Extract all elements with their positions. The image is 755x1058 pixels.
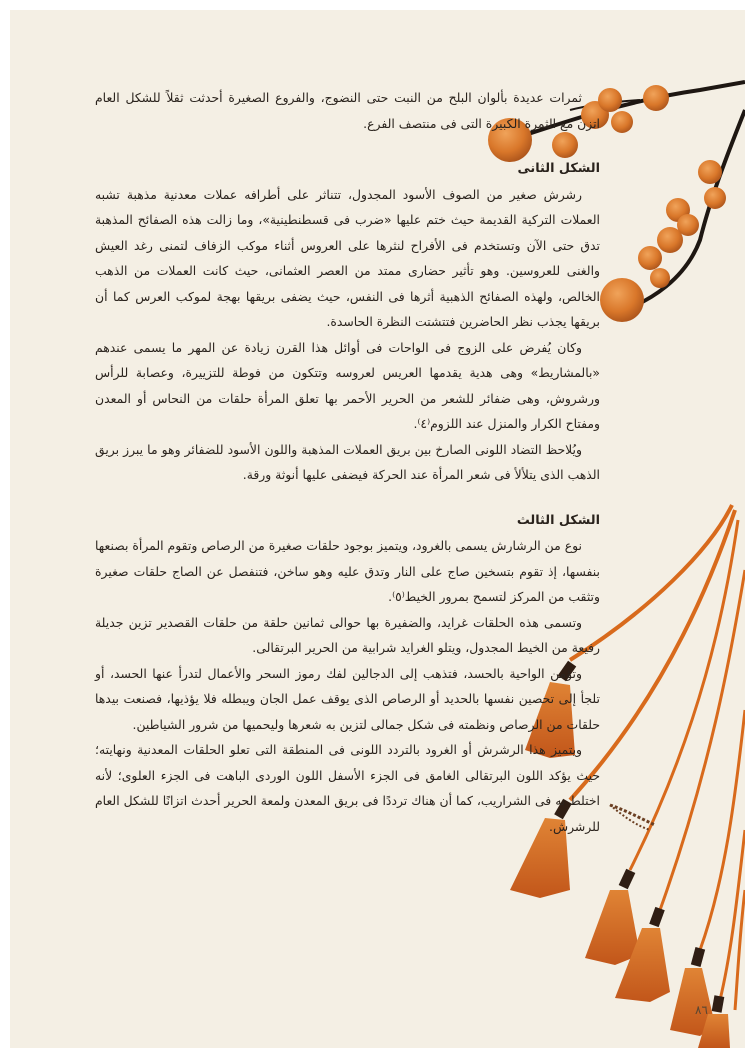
section-heading-shape-3: الشكل الثالث (516, 512, 600, 528)
page-number: ٨٦ (695, 1003, 708, 1017)
section-2-paragraph-2: وكان يُفرض على الزوج فى الواحات فى أوائل هذا القرن زيادة عن المهر ما يسمى عندهم «بالمشاريط» وهى هدية يقدمها العريس لعروسه وتتكون من فوطة للتزييرة، وعصابة للرأس ورشروش، وهى ضفائر للشعر من الحرير الأحمر بها تعلق المرأة حلقات من النحاس أو المعدن ومفتاح الكرار والمنزل عند اللزوم⁽٤⁾. (95, 339, 600, 431)
section-3-paragraph-1: نوع من الرشارش يسمى بالغرود، ويتميز بوجود حلقات صغيرة من الرصاص وتقوم المرأة بصنعها بنفسها، إذ تقوم بتسخين صاج على النار وتدق عليه وهو ساخن، فتنفصل عن الصاج حلقات صغيرة وتثقب من المركز لتسمح بمرور الخيط⁽٥⁾. (95, 538, 600, 604)
book-page (10, 10, 745, 1048)
section-3-paragraph-2: وتسمى هذه الحلقات غرايد، والضفيرة بها حوالى ثمانين حلقة من حلقات القصدير تزين جديلة رفيعة من الخيط المجدول، ويتلو الغرايد شرابية من الحرير البرتقالى. (95, 614, 600, 655)
section-2-paragraph-3: ويُلاحظ التضاد اللونى الصارخ بين بريق العملات المذهبة واللون الأسود للضفائر وهو ما يبرز بريق الذهب الذى يتلألأ فى شعر المرأة عند الحركة فيضفى عليها أنوثة ورقة. (95, 441, 600, 482)
intro-paragraph: ثمرات عديدة بألوان البلح من النبت حتى النضوج، والفروع الصغيرة أحدثت ثقلاً للشكل العام اتزن مع الثمرة الكبيرة التى فى منتصف الفرع. (95, 90, 600, 131)
section-heading-shape-2: الشكل الثانى (517, 161, 600, 176)
section-3-paragraph-3: وتؤمن الواحية بالحسد، فتذهب إلى الدجالين لفك رموز السحر والأعمال لتدرأ عنها الحسد، أو تلجأ إلى تحصين نفسها بالحديد أو الرصاص الذى يوقف عمل الجان ويبطله فلا يؤذيها، فصنعت بيدها حلقات من الرصاص ونظمته فى شكل جمالى لتزين به شعرها وليحميها من شرور الشياطين. (95, 665, 600, 732)
section-2-paragraph-1: رشرش صغير من الصوف الأسود المجدول، تتناثر على أطرافه عملات معدنية مذهبة تشبه العملات التركية القديمة حيث ختم عليها «ضرب فى قسطنطينية»، وما زالت هذه الصفائح المذهبة تدق حتى الآن وتستخدم فى الأفراح لنثرها على العروس أثناء موكب الزفاف لتمنى رغد العيش والغنى للعروسين. وهو تأثير حضارى ممتد من العصر العثمانى، حيث كانت العملات من الذهب الخالص، ولهذه الصفائح الذهبية أثرها فى النفس، حيث يضفى بريقها بهجة لموكب العرس كما أن بريقها يجذب نظر الحاضرين فتتشتت النظرة الحاسدة. (95, 186, 600, 329)
article-text-column (95, 85, 600, 839)
section-3-paragraph-4: ويتميز هذا الرشرش أو الغرود بالتردد اللونى فى المنطقة التى تعلو الحلقات المعدنية ونهايته؛ حيث يؤكد اللون البرتقالى الغامق فى الجزء الأسفل اللون الوردى الباهت فى الجزء العلوى؛ لأنه اختلط به فى الشراريب، كما أن هناك ترددًا فى بريق المعدن ولمعة الحرير أحدث اتزانًا للشكل العام للرشرش. (95, 742, 600, 834)
